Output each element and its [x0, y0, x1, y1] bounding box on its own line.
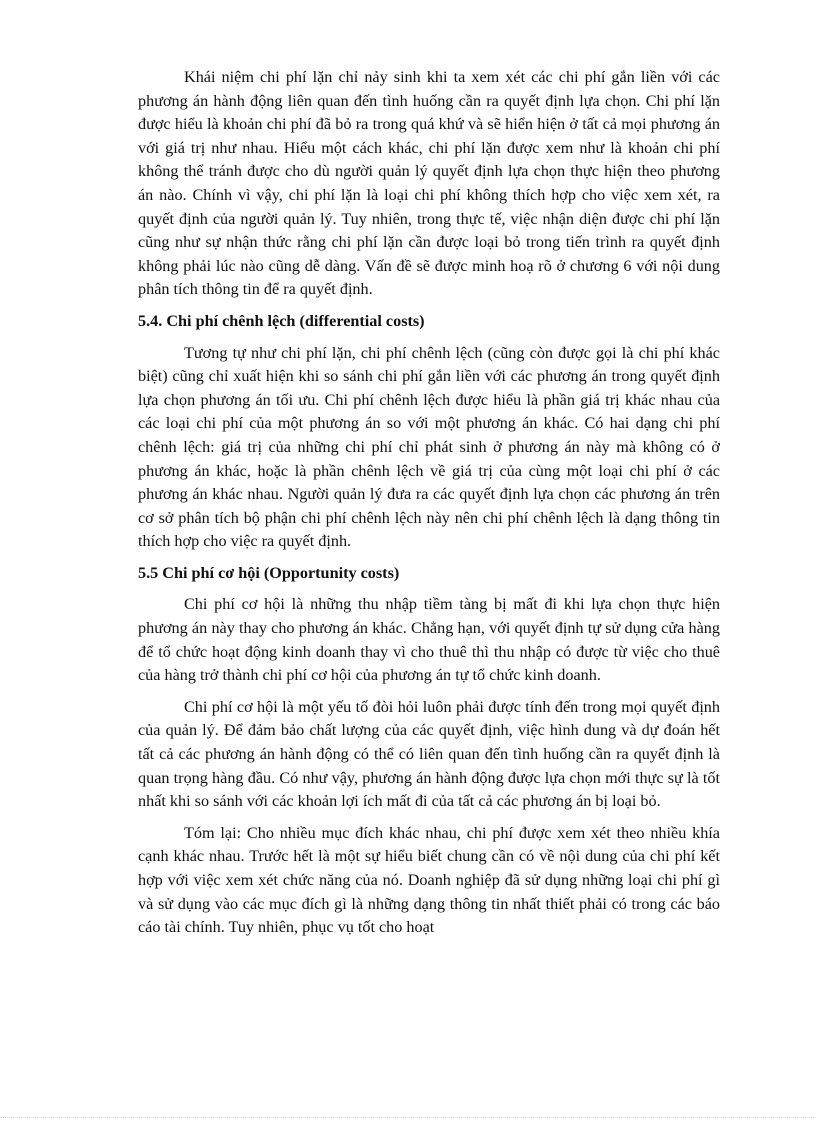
section-heading-5-4: 5.4. Chi phí chênh lệch (differential costs)	[138, 311, 425, 330]
paragraph-differential-costs: Tương tự như chi phí lặn, chi phí chênh lệch (cũng còn được gọi là chi phí khác biệt) cũng chỉ xuất hiện khi so sánh chi phí gắn liền với các phương án trong quyết định lựa chọn phương án tối ưu. Chi phí chênh lệch được hiểu là phần giá trị khác nhau của các loại chi phí của một phương án so với một phương án khác. Có hai dạng chi phí chênh lệch: giá trị của những chi phí chỉ phát sinh ở phương án này mà không có ở phương án khác, hoặc là phần chênh lệch về giá trị của cùng một loại chi phí ở các phương án khác nhau. Người quản lý đưa ra các quyết định lựa chọn các phương án trên cơ sở phân tích bộ phận chi phí chênh lệch này nên chi phí chênh lệch là dạng thông tin thích hợp cho việc ra quyết định.	[138, 343, 720, 551]
paragraph-opportunity-costs-importance: Chi phí cơ hội là một yếu tố đòi hỏi luôn phải được tính đến trong mọi quyết định của quản lý. Để đảm bảo chất lượng của các quyết định, việc hình dung và dự đoán hết tất cả các phương án hành động có thể có liên quan đến tình huống cần ra quyết định là quan trọng hàng đầu. Có như vậy, phương án hành động được lựa chọn mới thực sự là tốt nhất khi so sánh với các khoản lợi ích mất đi của tất cả các phương án bị loại bỏ.	[138, 697, 720, 811]
paragraph-opportunity-costs-definition: Chi phí cơ hội là những thu nhập tiềm tàng bị mất đi khi lựa chọn thực hiện phương án này thay cho phương án khác. Chẳng hạn, với quyết định tự sử dụng cửa hàng để tổ chức hoạt động kinh doanh thay vì cho thuê thì thu nhập có được từ việc cho thuê của hàng trở thành chi phí cơ hội của phương án tự tổ chức kinh doanh.	[138, 595, 720, 685]
section-heading-5-5: 5.5 Chi phí cơ hội (Opportunity costs)	[138, 563, 400, 582]
page-bottom-divider	[0, 1117, 816, 1118]
paragraph-summary: Tóm lại: Cho nhiều mục đích khác nhau, chi phí được xem xét theo nhiều khía cạnh khác nhau. Trước hết là một sự hiểu biết chung cần có về nội dung của chi phí kết hợp với việc xem xét chức năng của nó. Doanh nghiệp đã sử dụng những loại chi phí gì và sử dụng vào các mục đích gì là những dạng thông tin nhất thiết phải có trong các báo cáo tài chính. Tuy nhiên, phục vụ tốt cho hoạt	[138, 823, 720, 937]
paragraph-sunk-costs: Khái niệm chi phí lặn chỉ nảy sinh khi ta xem xét các chi phí gắn liền với các phương án hành động liên quan đến tình huống cần ra quyết định lựa chọn. Chi phí lặn được hiểu là khoản chi phí đã bỏ ra trong quá khứ và sẽ hiển hiện ở tất cả mọi phương án với giá trị như nhau. Hiểu một cách khác, chi phí lặn được xem như là khoản chi phí không thể tránh được cho dù người quản lý quyết định lựa chọn thực hiện theo phương án nào. Chính vì vậy, chi phí lặn là loại chi phí không thích hợp cho việc xem xét, ra quyết định của người quản lý. Tuy nhiên, trong thực tế, việc nhận diện được chi phí lặn cũng như sự nhận thức rằng chi phí lặn cần được loại bỏ trong tiến trình ra quyết định không phải lúc nào cũng dễ dàng. Vấn đề sẽ được minh hoạ rõ ở chương 6 với nội dung phân tích thông tin để ra quyết định.	[138, 68, 720, 299]
